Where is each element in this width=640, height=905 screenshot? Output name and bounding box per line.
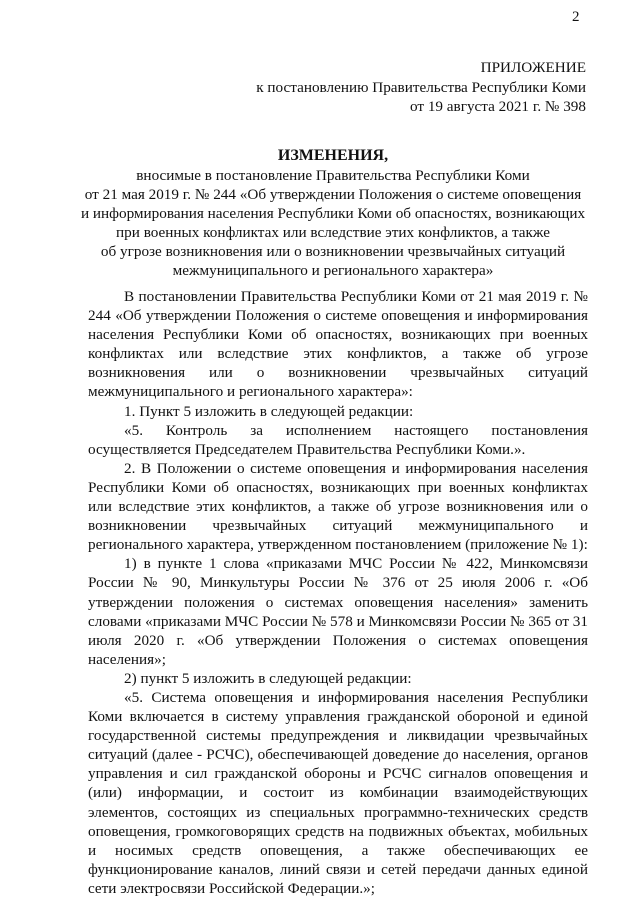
paragraph-quote-1: «5. Контроль за исполнением настоящего постановления осуществляется Председателем Правительства Республики Коми.». bbox=[88, 421, 588, 458]
heading-line: и информирования населения Республики Коми об опасностях, возникающих bbox=[80, 205, 586, 222]
heading-line: вносимые в постановление Правительства Республики Коми bbox=[136, 167, 530, 184]
paragraph-subitem-2: 2) пункт 5 изложить в следующей редакции: bbox=[124, 669, 412, 687]
paragraph-item-1: 1. Пункт 5 изложить в следующей редакции: bbox=[124, 402, 414, 420]
appendix-date: от 19 августа 2021 г. № 398 bbox=[410, 98, 586, 115]
paragraph-subitem-1: 1) в пункте 1 слова «приказами МЧС России № 422, Минкомсвязи России № 90, Минкультуры России № 376 от 25 июля 2006 г. «Об утверждении положения о системах оповещения населения» заменить словами «приказами МЧС России № 578 и Минкомсвязи России № 365 от 31 июля 2020 г. «Об утверждении Положения о системах оповещения населения»; bbox=[88, 555, 588, 668]
document-title: ИЗМЕНЕНИЯ, bbox=[277, 147, 389, 164]
paragraph-item-2: 2. В Положении о системе оповещения и информирования населения Республики Коми об опасностях, возникающих при военных конфликтах или вследствие этих конфликтов, а также об угрозе возникновения или о возникновении чрезвычайных ситуаций межмуниципального и регионального характера, утвержденном постановлением (приложение № 1): bbox=[88, 459, 588, 554]
heading-line: при военных конфликтах или вследствие этих конфликтов, а также bbox=[116, 224, 550, 241]
paragraph-intro: В постановлении Правительства Республики Коми от 21 мая 2019 г. № 244 «Об утверждении Положения о системе оповещения и информирования населения Республики Коми об опасностях, возникающих при военных конфликтах или вследствие этих конфликтов, а также об угрозе возникновения или о возникновении чрезвычайных ситуаций межмуниципального и регионального характера»: bbox=[88, 288, 588, 401]
heading-line: об угрозе возникновения или о возникновении чрезвычайных ситуаций bbox=[100, 243, 566, 260]
heading-line: от 21 мая 2019 г. № 244 «Об утверждении Положения о системе оповещения bbox=[84, 186, 582, 203]
document-heading bbox=[80, 146, 586, 280]
document-body bbox=[88, 287, 588, 898]
page-number: 2 bbox=[572, 9, 580, 25]
appendix-resolution: к постановлению Правительства Республики Коми bbox=[256, 78, 586, 96]
appendix-block bbox=[256, 58, 586, 117]
paragraph-quote-2: «5. Система оповещения и информирования населения Республики Коми включается в систему управления гражданской обороной и единой государственной системы предупреждения и ликвидации чрезвычайных ситуаций (далее - РСЧС), обеспечивающей доведение до населения, органов управления и сил гражданской обороны и РСЧС сигналов оповещения и (или) информации, и состоит из комбинации взаимодействующих элементов, состоящих из специальных программно-технических средств оповещения, громкоговорящих средств на подвижных объектах, мобильных и носимых средств оповещения, а также обеспечивающих ее функционирование каналов, линий связи и сетей передачи данных единой сети электросвязи Российской Федерации.»; bbox=[88, 688, 588, 897]
appendix-label: ПРИЛОЖЕНИЕ bbox=[480, 59, 586, 76]
heading-line: межмуниципального и регионального характера» bbox=[172, 262, 494, 279]
